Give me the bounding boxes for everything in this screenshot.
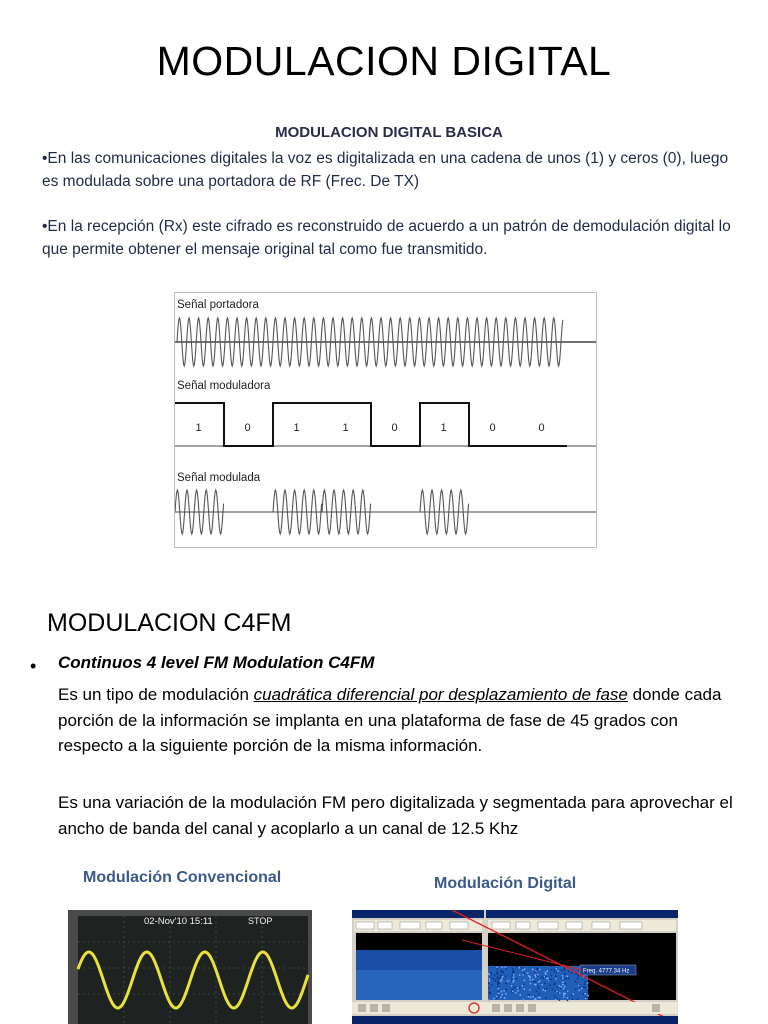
signal-diagram [174, 292, 597, 548]
c4fm-subtitle: Continuos 4 level FM Modulation C4FM [58, 653, 375, 672]
bit-label: 0 [244, 422, 251, 434]
c4fm-description [58, 682, 738, 759]
conventional-caption: Modulación Convencional [83, 869, 282, 886]
digital-caption: Modulación Digital [434, 875, 577, 892]
modulated-label: Señal modulada [177, 472, 261, 484]
basic-section-heading: MODULACION DIGITAL BASICA [275, 124, 503, 141]
bit-label: 1 [342, 422, 349, 434]
bit-label: 0 [489, 422, 496, 434]
carrier-label: Señal portadora [177, 299, 259, 311]
spectrum-frequency-readout: Freq. 4777.34 Hz [583, 968, 630, 975]
page-title: MODULACION DIGITAL [156, 38, 612, 84]
bit-label: 1 [293, 422, 300, 434]
bullet-dot: • [30, 656, 37, 676]
oscilloscope-photo [68, 910, 312, 1024]
desc-text-end: donde cada porción de la información se implanta en una plataforma de fase de 45 grados con respecto a la siguiente porción de la misma información. [58, 685, 722, 755]
digital-spectrum-screenshot [352, 910, 678, 1024]
bit-label: 0 [538, 422, 545, 434]
desc-underlined-term: cuadrática diferencial por desplazamiento de fase [253, 685, 628, 704]
modulating-label: Señal moduladora [177, 380, 271, 392]
c4fm-variation-text: Es una variación de la modulación FM pero digitalizada y segmentada para aprovechar el ancho de banda del canal y acoplarlo a un canal de 12.5 Khz [58, 793, 733, 838]
osc-status: STOP [248, 916, 273, 926]
bit-label: 1 [440, 422, 447, 434]
osc-timestamp: 02-Nov'10 15:11 [144, 916, 213, 927]
c4fm-heading: MODULACION C4FM [47, 609, 292, 637]
reception-paragraph: •En la recepción (Rx) este cifrado es reconstruido de acuerdo a un patrón de demodulación digital lo que permite obtener el mensaje original tal como fue transmitido. [42, 218, 731, 258]
square-wave [175, 403, 567, 446]
digital-voice-paragraph: •En las comunicaciones digitales la voz es digitalizada en una cadena de unos (1) y ceros (0), luego es modulada sobre una portadora de RF (Frec. De TX) [42, 150, 729, 190]
desc-text-start: Es un tipo de modulación [58, 685, 254, 704]
bit-label: 0 [391, 422, 398, 434]
bit-label: 1 [195, 422, 202, 434]
